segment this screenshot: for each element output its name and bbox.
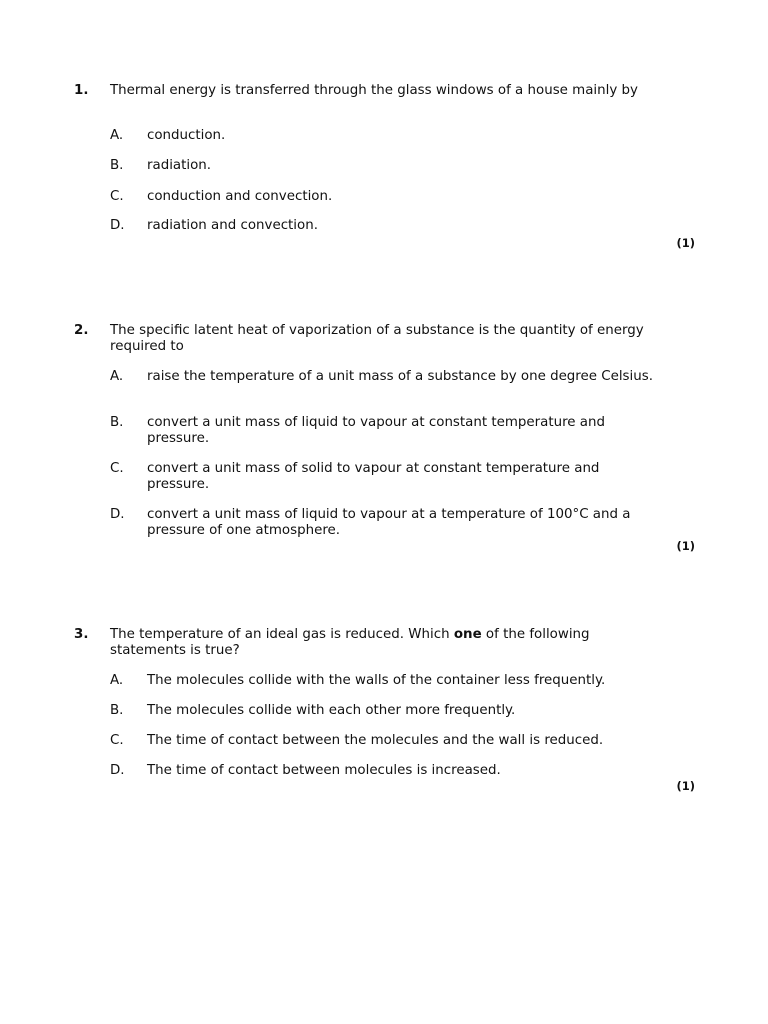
option-text: The time of contact between the molecules and the wall is reduced. <box>147 733 604 748</box>
question-number: 1. <box>74 83 89 98</box>
option-letter: A. <box>110 673 124 688</box>
option-letter: D. <box>110 763 125 778</box>
option-letter: C. <box>110 461 124 476</box>
option-letter: B. <box>110 415 124 430</box>
option-text: The time of contact between molecules is increased. <box>147 763 501 778</box>
option-text: convert a unit mass of liquid to vapour at a temperature of 100°C and a pressure of one atmosphere. <box>147 507 631 538</box>
question-stem <box>110 627 655 658</box>
question-stem: Thermal energy is transferred through the glass windows of a house mainly by <box>110 83 638 98</box>
option-text: conduction and convection. <box>147 189 333 204</box>
question-stem-end: of the following statements is true? <box>110 627 590 658</box>
option-letter: C. <box>110 733 124 748</box>
question-number: 3. <box>74 627 89 642</box>
question-stem: The specific latent heat of vaporization of a substance is the quantity of energy required to <box>110 323 644 354</box>
option-text: raise the temperature of a unit mass of a substance by one degree Celsius. <box>147 369 653 384</box>
question-number: 2. <box>74 323 89 338</box>
option-text: radiation. <box>147 158 212 173</box>
option-text: radiation and convection. <box>147 218 318 233</box>
option-text: convert a unit mass of liquid to vapour at constant temperature and pressure. <box>147 415 605 446</box>
option-letter: C. <box>110 189 124 204</box>
option-letter: A. <box>110 128 124 143</box>
option-text: The molecules collide with the walls of the container less frequently. <box>147 673 606 688</box>
option-text: The molecules collide with each other more frequently. <box>147 703 516 718</box>
question-stem-emphasis: one <box>453 627 482 642</box>
option-letter: A. <box>110 369 124 384</box>
option-letter: B. <box>110 158 124 173</box>
marks-label: (1) <box>676 236 695 250</box>
option-letter: B. <box>110 703 124 718</box>
marks-label: (1) <box>676 539 695 553</box>
option-letter: D. <box>110 218 125 233</box>
marks-label: (1) <box>676 779 695 793</box>
option-letter: D. <box>110 507 125 522</box>
option-text: conduction. <box>147 128 226 143</box>
question-stem-start: The temperature of an ideal gas is reduced. Which <box>110 627 454 642</box>
option-text: convert a unit mass of solid to vapour at constant temperature and pressure. <box>147 461 600 492</box>
